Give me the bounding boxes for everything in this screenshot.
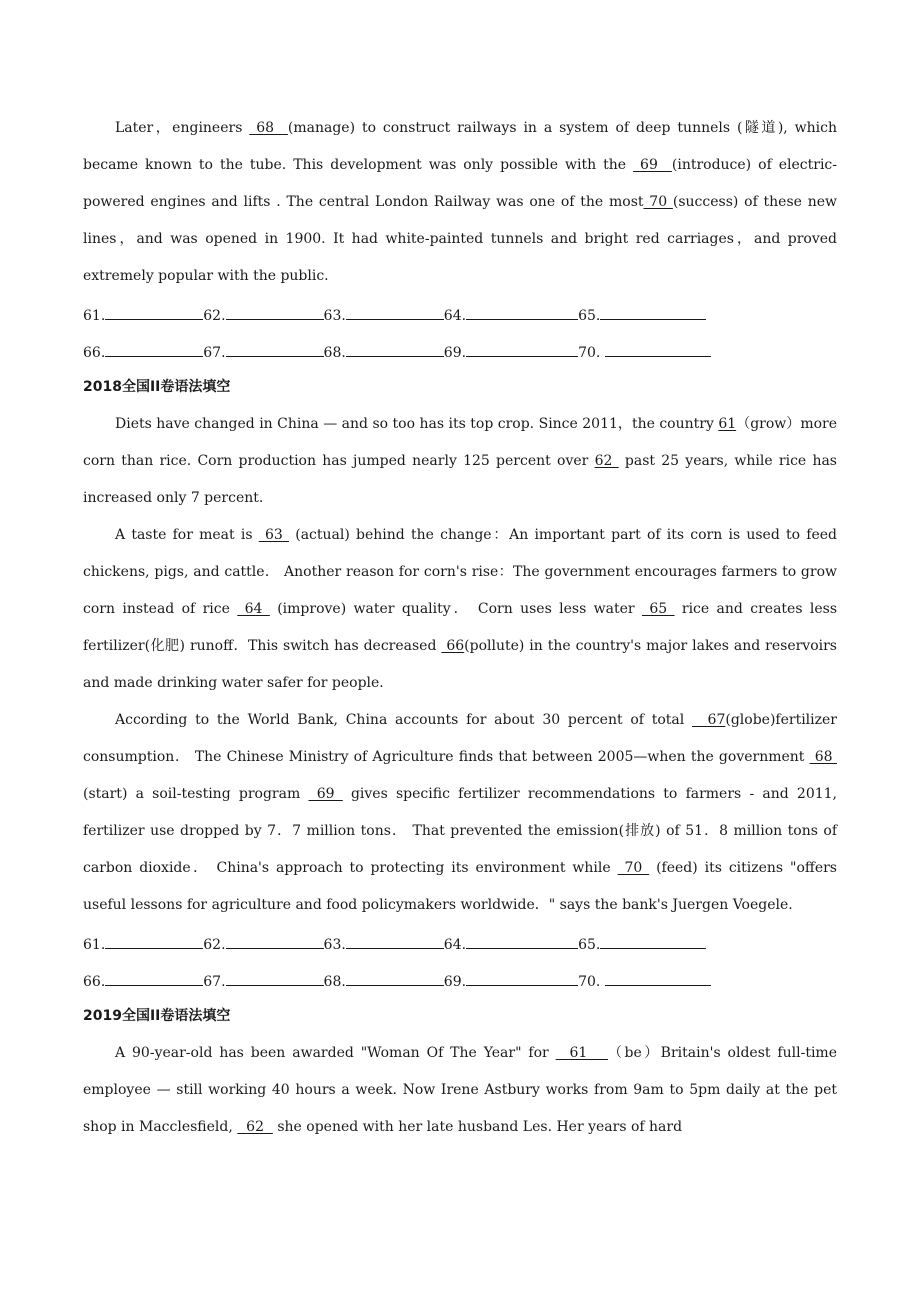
answer-line[interactable]: [105, 924, 203, 949]
text: (manage) to construct railways in a system of deep tunnels (隧道), which became known to the tube. This development was only possible with the: [83, 120, 837, 173]
answer-line[interactable]: [226, 961, 324, 986]
answer-line[interactable]: [600, 295, 706, 320]
answer-line[interactable]: [226, 332, 324, 357]
answer-line[interactable]: [105, 295, 203, 320]
text: According to the World Bank, China accounts for about 30 percent of total: [115, 712, 693, 728]
blank-70[interactable]: 70: [617, 860, 650, 876]
text: (start) a soil-testing program: [83, 786, 309, 802]
text: she opened with her late husband Les. Her years of hard: [272, 1119, 683, 1135]
answer-line[interactable]: [226, 295, 324, 320]
answer-line[interactable]: [466, 961, 578, 986]
answer-label: 68.: [323, 345, 346, 361]
answer-label: 70.: [578, 974, 605, 990]
answer-line[interactable]: [605, 332, 711, 357]
text: (introduce) of electric-powered engines and lifts . The central London Railway was one of the most: [83, 157, 837, 210]
answer-label: 69.: [443, 345, 467, 361]
answer-line[interactable]: [466, 332, 578, 357]
blank-67[interactable]: 67: [692, 712, 726, 728]
answer-line[interactable]: [346, 295, 444, 320]
blank-70[interactable]: 70: [643, 194, 673, 210]
answer-label: 70.: [578, 345, 605, 361]
blank-63[interactable]: 63: [258, 527, 290, 543]
blank-68[interactable]: 68: [809, 749, 837, 765]
answer-line[interactable]: [466, 295, 578, 320]
answer-label: 68.: [323, 974, 346, 990]
text: Later，engineers: [115, 120, 250, 136]
answer-label: 69.: [443, 974, 467, 990]
text: (globe)fertilizer consumption． The Chinese Ministry of Agriculture finds that between 2005—when the government: [83, 712, 837, 765]
answer-line[interactable]: [466, 924, 578, 949]
answer-label: 64.: [443, 937, 467, 953]
text: rice and creates less fertilizer(化肥) runoff．This switch has decreased: [83, 601, 838, 654]
answer-label: 66.: [83, 345, 106, 361]
answer-line[interactable]: [346, 924, 444, 949]
text: Diets have changed in China — and so too has its top crop. Since 2011，the country: [115, 416, 719, 432]
answer-label: 65.: [578, 937, 601, 953]
text: (improve) water quality． Corn uses less water: [269, 601, 642, 617]
section-heading-2019: 2019全国II卷语法填空: [83, 1008, 231, 1024]
answer-label: 63.: [323, 308, 346, 324]
passage-2018-paragraph-3: [83, 702, 837, 924]
text: (actual) behind the change：An important part of its corn is used to feed chickens, pigs, and cattle． Another reason for corn's rise：The government encourages farmers to grow corn instead of rice: [83, 527, 837, 617]
answer-label: 67.: [203, 974, 226, 990]
blank-69[interactable]: 69: [633, 157, 672, 173]
text: A 90-year-old has been awarded "Woman Of The Year" for: [115, 1045, 556, 1061]
answer-label: 61.: [83, 937, 106, 953]
section-heading-2018: 2018全国II卷语法填空: [83, 379, 231, 395]
answer-row-66-70: [83, 961, 837, 998]
answer-line[interactable]: [346, 332, 444, 357]
text: (feed) its citizens "offers useful lessons for agriculture and food policymakers worldwide．" says the bank's Juergen Voegele.: [83, 860, 837, 913]
text: past 25 years, while rice has increased only 7 percent.: [83, 453, 837, 506]
text: (success) of these new lines，and was opened in 1900. It had white-painted tunnels and bright red carriages，and proved extremely popular with the public.: [83, 194, 837, 284]
blank-64[interactable]: 64: [237, 601, 270, 617]
answer-line[interactable]: [105, 332, 203, 357]
text: gives specific fertilizer recommendations to farmers - and 2011, fertilizer use dropped by 7．7 million tons． That prevented the emission(排放) of 51．8 million tons of carbon dioxide． China's approach to protecting its environment while: [83, 786, 838, 876]
answer-line[interactable]: [346, 961, 444, 986]
blank-66[interactable]: 66: [441, 638, 465, 654]
blank-62[interactable]: 62: [237, 1119, 273, 1135]
answer-line[interactable]: [226, 924, 324, 949]
document-page: [83, 110, 837, 1146]
passage-2018-paragraph-2: [83, 517, 837, 702]
passage-2017-paragraph: [83, 110, 837, 295]
blank-65[interactable]: 65: [641, 601, 675, 617]
answer-row-61-65: [83, 924, 837, 961]
text: (pollute) in the country's major lakes and reservoirs and made drinking water safer for people.: [83, 638, 837, 691]
blank-68[interactable]: 68: [249, 120, 288, 136]
answer-label: 67.: [203, 345, 226, 361]
blank-69[interactable]: 69: [308, 786, 343, 802]
answer-line[interactable]: [600, 924, 706, 949]
answer-label: 66.: [83, 974, 106, 990]
passage-2018-paragraph-1: [83, 406, 837, 517]
blank-62[interactable]: 62: [594, 453, 619, 469]
text: （grow）more corn than rice. Corn production has jumped nearly 125 percent over: [83, 416, 837, 469]
text: （be）Britain's oldest full-time employee — still working 40 hours a week. Now Irene Astbury works from 9am to 5pm daily at the pet shop in Macclesfield,: [83, 1045, 837, 1135]
text: A taste for meat is: [115, 527, 259, 543]
answer-label: 62.: [203, 937, 226, 953]
passage-2019-paragraph: [83, 1035, 837, 1146]
answer-line[interactable]: [605, 961, 711, 986]
answer-row-61-65: [83, 295, 837, 332]
blank-61[interactable]: 61: [555, 1045, 609, 1061]
answer-label: 63.: [323, 937, 346, 953]
answer-label: 64.: [443, 308, 467, 324]
answer-row-66-70: [83, 332, 837, 369]
answer-line[interactable]: [105, 961, 203, 986]
blank-61[interactable]: 61: [718, 416, 737, 432]
answer-label: 61.: [83, 308, 106, 324]
answer-label: 65.: [578, 308, 601, 324]
answer-label: 62.: [203, 308, 226, 324]
